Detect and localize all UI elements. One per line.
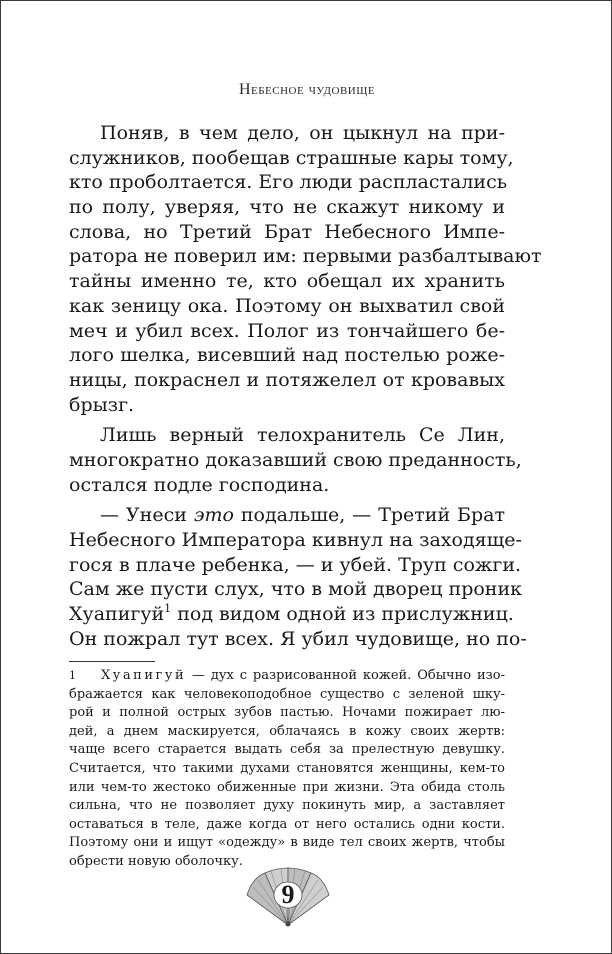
- footnote-line: дей, а днем маскируется, облачаясь в кожу своих жертв:: [69, 723, 505, 739]
- term: Хуапигуй: [69, 603, 165, 626]
- text-line: ницы, покраснел и потяжелел от кровавых: [69, 368, 505, 391]
- text-line: Лишь верный телохранитель Се Лин,: [100, 424, 505, 447]
- text-line: многократно доказавший свою преданность,: [69, 448, 522, 471]
- dialogue-line: [69, 503, 505, 528]
- footnote-line: чаще всего старается выдать себя за прелестную девушку.: [69, 742, 505, 758]
- main-text: [69, 121, 542, 651]
- footnote-line: Поэтому они и ищут «одежду» в виде тел своих жертв, чтобы: [69, 835, 505, 851]
- footnote-line: сильна, что не позволяет духу покинуть мир, а заставляет: [69, 798, 505, 814]
- text-line: остался подле господина.: [69, 473, 330, 496]
- footnote-text: — дух с разрисованной кожей. Обычно изо-: [186, 668, 505, 683]
- text-line: Небесного Императора кивнул на заходяще-: [69, 529, 522, 551]
- dialogue-part: — Унеси: [100, 504, 194, 527]
- running-title: Небесное чудовище: [238, 81, 376, 98]
- text-line-with-footnote: [69, 601, 514, 627]
- text-part: под видом одной из прислужниц.: [171, 603, 514, 626]
- text-line: тайны именно те, кто обещал их хранить: [69, 270, 505, 293]
- text-line: Он пожрал тут всех. Я убил чудовище, но по-: [69, 627, 527, 650]
- page-number-ornament: [243, 867, 333, 929]
- text-line: брызг.: [69, 393, 135, 416]
- footnote: [69, 667, 505, 872]
- text-line: гося в плаче ребенка, — и убей. Труп сожги.: [69, 553, 522, 576]
- footnote-line: оставаться в теле, даже когда от него остались одни кости.: [69, 816, 505, 832]
- text-line: слова, но Третий Брат Небесного Импе-: [69, 220, 505, 243]
- text-line: как зеницу ока. Поэтому он выхватил свой: [69, 294, 505, 317]
- footnote-term: Хуапигуй: [101, 668, 187, 683]
- text-line: Сам же пусти слух, что в мой дворец проник: [69, 578, 523, 601]
- footnote-line: обрести новую оболочку.: [69, 853, 243, 869]
- text-line: кто проболтается. Его люди распластались: [69, 171, 508, 194]
- footnote-mark: 1: [69, 669, 76, 682]
- dialogue-part: подальше, — Третий Брат: [233, 504, 506, 527]
- page-number: 9: [281, 880, 295, 909]
- footnote-line: [69, 667, 505, 686]
- emphasis: это: [193, 504, 234, 527]
- footnote-line: рой и полной острых зубов пастью. Ночами пожирает лю-: [69, 705, 505, 721]
- text-line: ратора не поверил им: первыми разбалтывают: [69, 245, 542, 268]
- text-line: Поняв, в чем дело, он цыкнул на при-: [100, 122, 505, 144]
- text-line: лого шелка, висевший над постелью роже-: [69, 344, 505, 367]
- footnote-line: бражается как человекоподобное существо с зеленой шку-: [69, 686, 505, 702]
- footnote-ref[interactable]: 1: [164, 601, 172, 615]
- footnote-line: или чем-то жестоко обиженные при жизни. Эта обида столь: [69, 779, 505, 795]
- footnote-line: Считается, что такими духами становятся женщины, кем-то: [69, 760, 505, 776]
- text-line: по полу, уверяя, что не скажут никому и: [69, 196, 505, 219]
- text-line: меч и убил всех. Полог из тончайшего бе-: [69, 319, 505, 342]
- text-line: служников, пообещав страшные кары тому,: [69, 146, 514, 169]
- footnote-rule: [69, 661, 155, 662]
